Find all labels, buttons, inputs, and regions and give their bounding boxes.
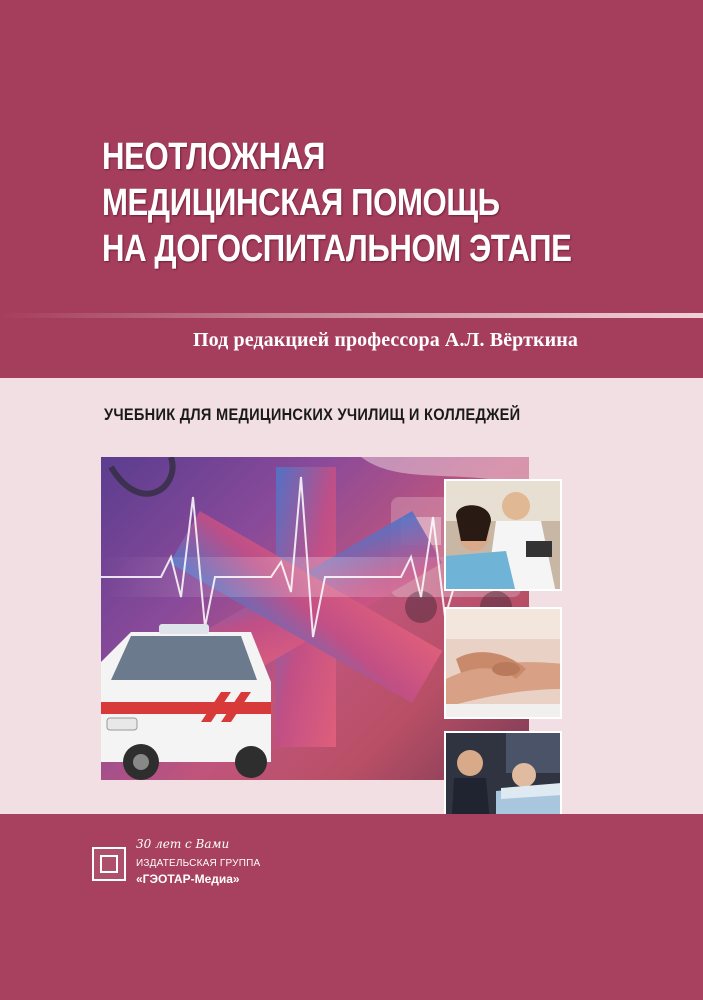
title-line-1: НЕОТЛОЖНАЯ xyxy=(102,136,325,178)
publisher-name: «ГЭОТАР-Медиа» xyxy=(136,872,240,886)
book-subtitle: УЧЕБНИК ДЛЯ МЕДИЦИНСКИХ УЧИЛИЩ И КОЛЛЕДЖЕЙ xyxy=(104,405,521,424)
photo-blood-pressure xyxy=(444,479,562,591)
title-line-2: МЕДИЦИНСКАЯ ПОМОЩЬ xyxy=(102,182,500,224)
title-line-3: НА ДОГОСПИТАЛЬНОМ ЭТАПЕ xyxy=(102,228,572,270)
photo-pulse-check xyxy=(444,607,562,719)
editor-credit: Под редакцией профессора А.Л. Вёрткина xyxy=(193,329,579,351)
publisher-logo xyxy=(92,835,292,895)
publisher-anniversary: 30 лет с Вами xyxy=(136,837,230,851)
publisher-emblem-icon xyxy=(92,847,126,881)
publisher-group-label: ИЗДАТЕЛЬСКАЯ ГРУППА xyxy=(136,858,261,869)
title-divider xyxy=(0,313,703,318)
book-title xyxy=(102,134,572,272)
